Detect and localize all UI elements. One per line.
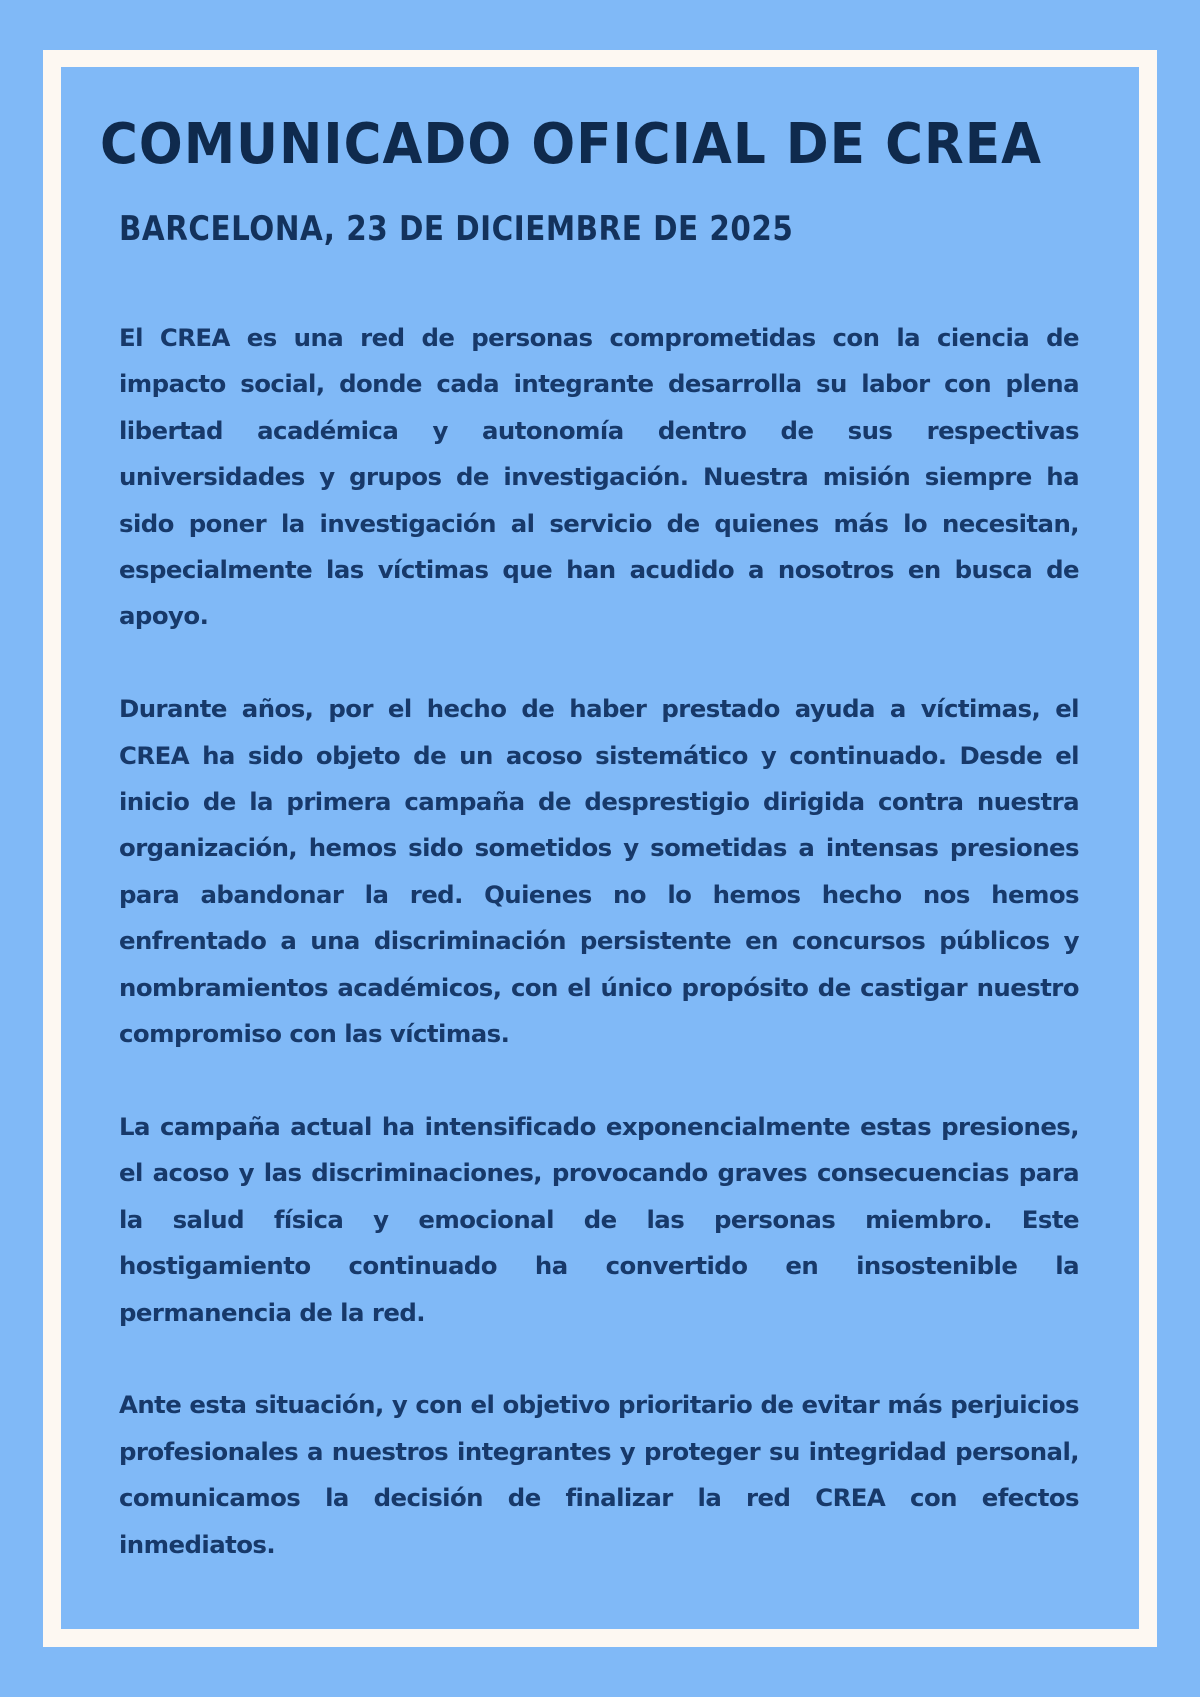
statement-body [119,315,1079,1614]
paragraph-decision: Ante esta situación, y con el objetivo prioritario de evitar más perjuicios profesionales a nuestros integrantes y proteger su integridad personal, comunicamos la decisión de finalizar la red CREA con efectos inmediatos. [119,1390,1079,1559]
dateline: BARCELONA, 23 DE DICIEMBRE DE 2025 [119,209,794,249]
statement-panel [61,67,1139,1629]
paragraph-intro: El CREA es una red de personas comprometidas con la ciencia de impacto social, donde cada integrante desarrolla su labor con plena libertad académica y autonomía dentro de sus respectivas universidades y grupos de investigación. Nuestra misión siempre ha sido poner la investigación al servicio de quienes más lo necesitan, especialmente las víctimas que han acudido a nosotros en busca de apoyo. [119,323,1079,631]
paragraph-current-campaign: La campaña actual ha intensificado exponencialmente estas presiones, el acoso y las discriminaciones, provocando graves consecuencias para la salud física y emocional de las personas miembro. Este hostigamiento continuado ha convertido en insostenible la permanencia de la red. [119,1111,1079,1327]
paragraph-harassment: Durante años, por el hecho de haber prestado ayuda a víctimas, el CREA ha sido objeto de un acoso sistemático y continuado. Desde el inicio de la primera campaña de desprestigio dirigida contra nuestra organización, hemos sido sometidos y sometidas a intensas presiones para abandonar la red. Quienes no lo hemos hecho nos hemos enfrentado a una discriminación persistente en concursos públicos y nombramientos académicos, con el único propósito de castigar nuestro compromiso con las víctimas. [119,694,1079,1049]
page-title: COMUNICADO OFICIAL DE CREA [100,112,1043,177]
